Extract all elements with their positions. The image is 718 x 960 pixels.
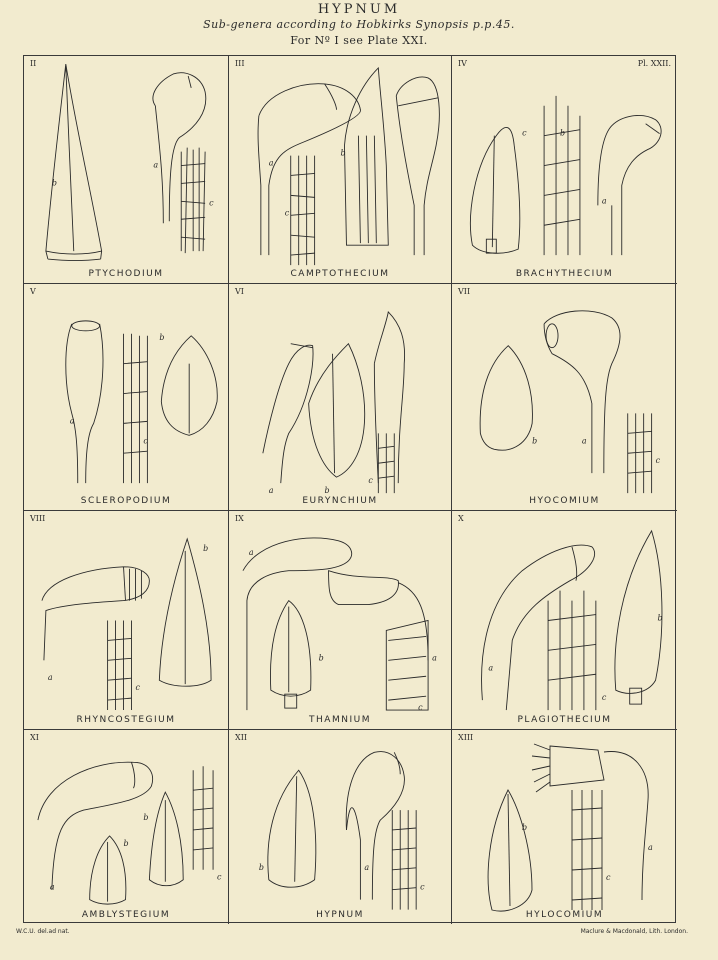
fig-letter-c: c: [284, 208, 290, 218]
fig-letter-c: c: [655, 456, 661, 466]
panel-numeral: VI: [235, 287, 244, 296]
panel-thamnium: [229, 511, 452, 730]
panel-hylocomium: [452, 730, 677, 924]
hylocomium-figure: [452, 730, 677, 924]
camptothecium-figure: [229, 56, 451, 283]
panel-name: EURYNCHIUM: [302, 496, 378, 506]
fig-letter-a: a: [69, 416, 75, 426]
plate-reference: Pl. XXII.: [637, 59, 671, 68]
panel-name: BRACHYTHECIUM: [515, 269, 614, 279]
panel-hyocomium: [452, 284, 677, 511]
fig-letter-b: b: [318, 653, 324, 663]
fig-letter-b: b: [258, 862, 264, 872]
fig-letter-b: b: [123, 838, 129, 848]
plate-header: [0, 0, 718, 56]
panel-numeral: IV: [458, 59, 467, 68]
panel-brachythecium: [452, 56, 677, 284]
panel-name: HYLOCOMIUM: [525, 910, 604, 920]
panel-numeral: VII: [458, 287, 471, 296]
plagiothecium-figure: [452, 511, 677, 729]
hypnum-figure: [229, 730, 451, 924]
fig-letter-b: b: [340, 148, 346, 158]
fig-letter-a: a: [364, 862, 370, 872]
panel-name: CAMPTOTHECIUM: [290, 269, 390, 279]
fig-letter-b: b: [657, 613, 663, 623]
rhyncostegium-figure: [24, 511, 228, 729]
fig-letter-b: b: [203, 543, 209, 553]
fig-letter-c: c: [143, 436, 148, 446]
panel-numeral: XI: [30, 733, 39, 742]
fig-letter-b: b: [51, 178, 57, 188]
panel-name: THAMNIUM: [309, 715, 371, 725]
panel-plagiothecium: [452, 511, 677, 730]
plate-note: For Nº I see Plate XXI.: [290, 34, 428, 47]
hyocomium-figure: [452, 284, 677, 510]
fig-letter-a-second: a: [432, 653, 437, 663]
panel-name: PTYCHODIUM: [88, 269, 164, 279]
fig-letter-c: c: [418, 703, 423, 713]
fig-letter-c: c: [420, 882, 425, 892]
panel-name: HYOCOMIUM: [529, 496, 600, 506]
panel-name: SCLEROPODIUM: [80, 496, 172, 506]
fig-letter-c: c: [368, 476, 373, 486]
panel-rhyncostegium: [24, 511, 229, 730]
panel-eurynchium: [229, 284, 452, 511]
panel-camptothecium: [229, 56, 452, 284]
panel-numeral: III: [235, 59, 245, 68]
fig-letter-a: a: [488, 663, 494, 673]
fig-letter-a: a: [248, 547, 254, 557]
fig-letter-a: a: [49, 882, 55, 892]
panel-numeral: XII: [235, 733, 248, 742]
fig-letter-a: a: [648, 843, 653, 852]
fig-letter-a: a: [581, 436, 587, 446]
panel-numeral: VIII: [30, 514, 46, 523]
artist-credit: W.C.U. del.ad nat.: [16, 928, 70, 935]
brachythecium-figure: [452, 56, 677, 283]
fig-letter-a: a: [601, 196, 607, 206]
fig-letter-c: c: [522, 128, 527, 138]
panel-ptychodium: [24, 56, 229, 284]
fig-letter-a: a: [268, 158, 274, 168]
fig-letter-c: c: [601, 693, 607, 703]
plate-title: HYPNUM: [317, 2, 401, 17]
panel-name: HYPNUM: [316, 910, 364, 920]
eurynchium-figure: [229, 284, 451, 510]
panel-name: PLAGIOTHECIUM: [517, 715, 612, 725]
panel-name: AMBLYSTEGIUM: [81, 910, 171, 920]
panel-numeral: XIII: [458, 733, 474, 742]
scleropodium-figure: [24, 284, 228, 510]
fig-letter-b: b: [324, 486, 330, 496]
panel-amblystegium: [24, 730, 229, 924]
thamnium-figure: [229, 511, 451, 729]
plate-subtitle: Sub-genera according to Hobkirks Synopsis p.p.45.: [203, 18, 515, 31]
panel-numeral: X: [458, 514, 464, 523]
fig-letter-c: c: [217, 872, 222, 882]
plate-grid: [23, 55, 676, 923]
fig-letter-b: b: [159, 332, 165, 342]
panel-numeral: V: [30, 287, 36, 296]
fig-letter-c: c: [209, 198, 214, 208]
fig-letter-c: c: [135, 683, 140, 693]
panel-hypnum: [229, 730, 452, 924]
panel-numeral: II: [30, 59, 37, 68]
fig-letter-a: a: [153, 160, 159, 170]
fig-letter-b-second: b: [143, 813, 149, 823]
fig-letter-b: b: [522, 823, 528, 832]
fig-letter-b: b: [560, 128, 566, 138]
ptychodium-figure: [24, 56, 228, 283]
fig-letter-a: a: [47, 673, 53, 683]
amblystegium-figure: [24, 730, 228, 924]
panel-name: RHYNCOSTEGIUM: [76, 715, 176, 725]
fig-letter-a: a: [268, 486, 274, 496]
printer-credit: Maclure & Macdonald, Lith. London.: [580, 928, 688, 935]
panel-numeral: IX: [235, 514, 244, 523]
fig-letter-b: b: [532, 436, 538, 446]
panel-scleropodium: [24, 284, 229, 511]
fig-letter-c: c: [606, 873, 611, 882]
